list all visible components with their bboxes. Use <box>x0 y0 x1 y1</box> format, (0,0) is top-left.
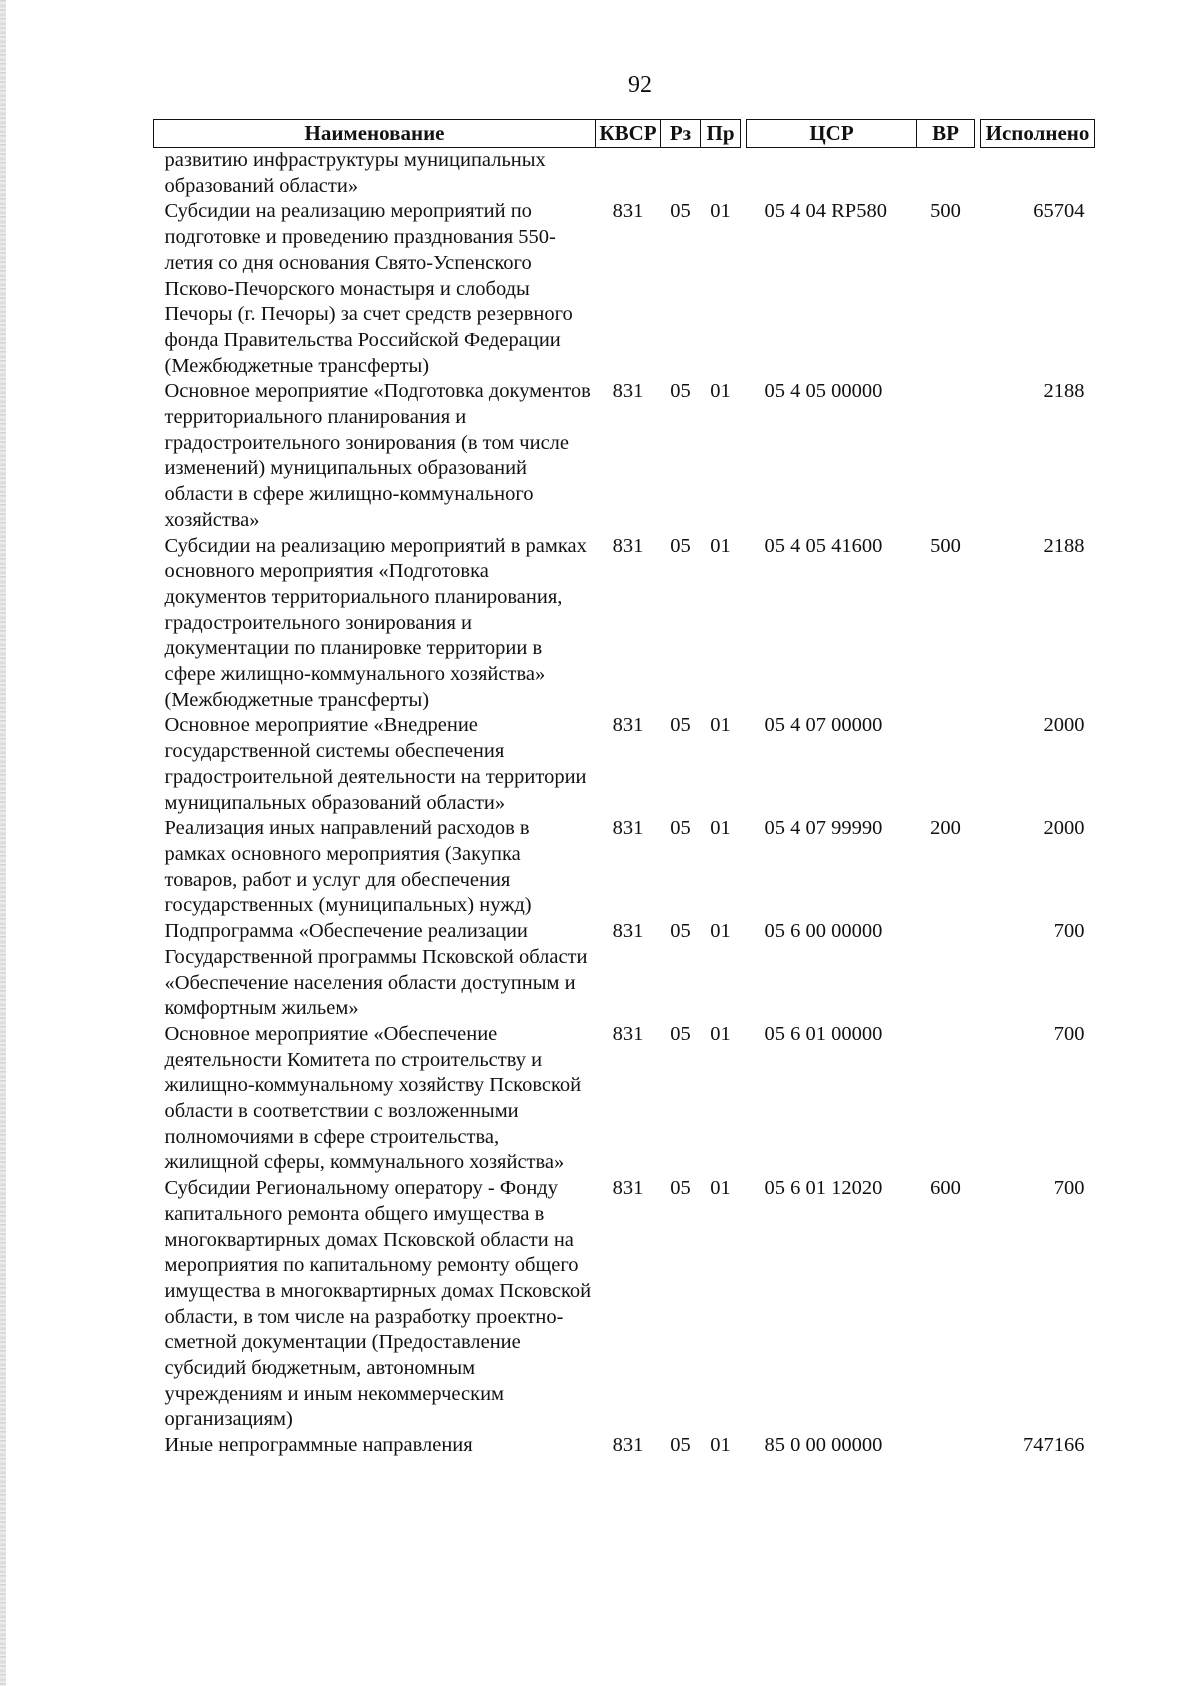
row-kvsr: 831 <box>612 200 644 223</box>
table-row <box>154 713 1095 816</box>
row-kvsr: 831 <box>612 1177 644 1200</box>
row-name: Субсидии на реализацию мероприятий в рамках основного мероприятия «Подготовка документов территориального планирования, градостроительного зонирования и документации по планировке территории в сфере жилищно-коммунального хозяйства» (Межбюджетные трансферты) <box>164 534 587 711</box>
row-csr: 05 4 07 00000 <box>764 714 883 737</box>
budget-table <box>153 119 1095 1459</box>
row-vr <box>917 919 975 1022</box>
row-kvsr: 831 <box>612 380 644 403</box>
row-vr: 500 <box>930 200 961 223</box>
header-kvsr: КВСР <box>596 120 661 148</box>
row-kvsr: 831 <box>612 534 644 557</box>
row-csr: 05 4 07 99990 <box>764 817 883 840</box>
row-name: Основное мероприятие «Обеспечение деятельности Комитета по строительству и жилищно-коммунальному хозяйству Псковской области в соответствии с возложенными полномочиями в сфере строительства, жилищной сферы, коммунального хозяйства» <box>164 1022 582 1174</box>
row-executed: 2000 <box>1043 714 1085 737</box>
table-row <box>154 1022 1095 1176</box>
row-vr <box>917 1022 975 1176</box>
table-row <box>154 1433 1095 1459</box>
row-rz: 05 <box>670 200 691 223</box>
row-csr: 05 6 01 12020 <box>764 1177 883 1200</box>
table-body <box>154 148 1095 1459</box>
table-row <box>154 148 1095 200</box>
row-rz: 05 <box>670 714 691 737</box>
row-rz: 05 <box>670 817 691 840</box>
row-rz: 05 <box>670 920 691 943</box>
table-row <box>154 919 1095 1022</box>
row-pr: 01 <box>710 1177 731 1200</box>
row-executed: 747166 <box>1023 1434 1085 1457</box>
row-csr <box>747 148 917 200</box>
table-row <box>154 379 1095 533</box>
row-pr: 01 <box>710 1022 731 1045</box>
row-name: развитию инфраструктуры муниципальных образований области» <box>164 149 546 197</box>
row-executed: 65704 <box>1033 200 1085 223</box>
header-csr: ЦСР <box>747 120 917 148</box>
row-pr: 01 <box>710 817 731 840</box>
row-pr: 01 <box>710 714 731 737</box>
row-vr <box>917 148 975 200</box>
row-rz <box>661 148 701 200</box>
table-row <box>154 816 1095 919</box>
row-kvsr: 831 <box>612 1434 644 1457</box>
row-csr: 85 0 00 00000 <box>764 1434 883 1457</box>
row-name: Подпрограмма «Обеспечение реализации Государственной программы Псковской области «Обеспечение населения области доступным и комфортным жильем» <box>164 920 588 1020</box>
row-kvsr: 831 <box>612 920 644 943</box>
row-pr: 01 <box>710 1434 731 1457</box>
row-kvsr <box>596 148 661 200</box>
table-row <box>154 199 1095 379</box>
header-name: Наименование <box>154 120 596 148</box>
row-vr: 200 <box>930 817 961 840</box>
header-rz: Рз <box>661 120 701 148</box>
table-header <box>154 120 1095 148</box>
row-vr: 500 <box>930 534 961 557</box>
scan-edge <box>0 0 6 1686</box>
row-name: Основное мероприятие «Внедрение государственной системы обеспечения градостроительной деятельности на территории муниципальных образований области» <box>164 714 587 814</box>
row-pr: 01 <box>710 200 731 223</box>
row-name: Основное мероприятие «Подготовка документов территориального планирования и градостроительного зонирования (в том числе изменений) муниципальных образований области в сфере жилищно-коммунального хозяйства» <box>164 380 591 531</box>
row-rz: 05 <box>670 534 691 557</box>
row-csr: 05 4 05 41600 <box>764 534 883 557</box>
row-csr: 05 6 01 00000 <box>764 1022 883 1045</box>
row-executed: 2188 <box>1043 380 1085 403</box>
header-pr: Пр <box>701 120 741 148</box>
row-name: Реализация иных направлений расходов в рамках основного мероприятия (Закупка товаров, работ и услуг для обеспечения государственных (муниципальных) нужд) <box>164 817 532 917</box>
page-number: 92 <box>628 72 652 98</box>
row-rz: 05 <box>670 380 691 403</box>
header-executed: Исполнено <box>981 120 1095 148</box>
row-executed: 700 <box>1053 920 1085 943</box>
row-kvsr: 831 <box>612 714 644 737</box>
row-name: Субсидии Региональному оператору - Фонду капитального ремонта общего имущества в многоквартирных домах Псковской области на мероприятия по капитальному ремонту общего имущества в многоквартирных домах Псковской области, в том числе на разработку проектно-сметной документации (Предоставление субсидий бюджетным, автономным учреждениям и иным некоммерческим организациям) <box>164 1177 592 1431</box>
row-rz: 05 <box>670 1434 691 1457</box>
row-executed: 700 <box>1053 1022 1085 1045</box>
row-vr <box>917 379 975 533</box>
row-pr: 01 <box>710 380 731 403</box>
row-csr: 05 4 05 00000 <box>764 380 883 403</box>
row-csr: 05 4 04 RP580 <box>764 200 887 223</box>
row-executed: 2000 <box>1043 817 1085 840</box>
row-executed <box>981 148 1095 200</box>
row-csr: 05 6 00 00000 <box>764 920 883 943</box>
row-executed: 2188 <box>1043 534 1085 557</box>
row-rz: 05 <box>670 1022 691 1045</box>
row-vr: 600 <box>930 1177 961 1200</box>
row-pr: 01 <box>710 920 731 943</box>
table-row <box>154 1176 1095 1433</box>
row-name: Субсидии на реализацию мероприятий по подготовке и проведению празднования 550-летия со дня основания Свято-Успенского Псково-Печорского монастыря и слободы Печоры (г. Печоры) за счет средств резервного фонда Правительства Российской Федерации (Межбюджетные трансферты) <box>164 200 573 377</box>
row-vr <box>917 713 975 816</box>
budget-table-container <box>153 119 1094 1459</box>
row-vr <box>917 1433 975 1459</box>
row-name: Иные непрограммные направления <box>164 1434 473 1457</box>
row-kvsr: 831 <box>612 1022 644 1045</box>
row-executed: 700 <box>1053 1177 1085 1200</box>
row-pr <box>701 148 741 200</box>
header-vr: ВР <box>917 120 975 148</box>
row-pr: 01 <box>710 534 731 557</box>
table-row <box>154 534 1095 714</box>
row-rz: 05 <box>670 1177 691 1200</box>
row-kvsr: 831 <box>612 817 644 840</box>
